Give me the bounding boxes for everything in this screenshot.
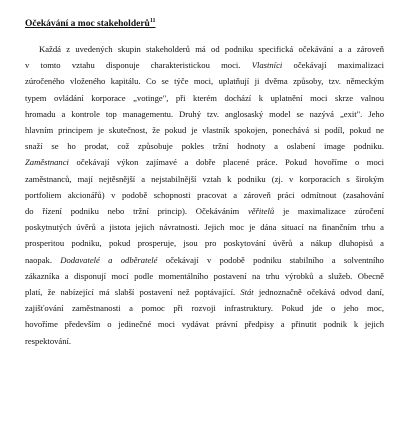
- text-run: prosperitou podniku, pokud prosperuje, jsou pro poskytování úvěrů a nákup dluhopisů a: [25, 238, 384, 249]
- text-run: hovoříme především o jedinečné moci vydávat právní předpisy a přinutit podnik k jejich: [25, 319, 384, 330]
- text-run: hromadu a kontrole top managementu. Druhý tzv. anglosaský model se nazývá „exit". Jeho: [25, 108, 384, 119]
- emphasized-term: věřitelů: [247, 206, 275, 217]
- text-line: [25, 106, 384, 122]
- text-run: poskytnutých úvěrů a jistota jejich návratnosti. Jejich moc je dána situací na finančním trhu a: [25, 222, 384, 233]
- text-run: naopak.: [25, 254, 61, 265]
- section-heading: [25, 18, 384, 30]
- text-line: [25, 219, 384, 235]
- text-line: [25, 268, 384, 284]
- footnote-reference[interactable]: 11: [149, 17, 156, 24]
- text-run: zajišťování zaměstnanosti a pomoc při rozvoji infrastruktury. Pokud jde o jeho moc,: [25, 303, 384, 314]
- emphasized-term: Zaměstnanci: [25, 157, 69, 168]
- section-heading-text: Očekávání a moc stakeholderů: [25, 19, 150, 29]
- text-run: je maximalizace zúročení: [274, 206, 384, 217]
- text-line: [25, 333, 384, 349]
- text-line: [25, 171, 384, 187]
- text-line: [25, 154, 384, 170]
- text-run: očekávají maximalizaci: [282, 60, 384, 71]
- text-run: snaží se ho prodat, což způsobuje pokles tržní hodnoty a oslabení image podniku.: [25, 141, 384, 152]
- text-line: [25, 122, 384, 138]
- emphasized-term: Vlastníci: [251, 60, 283, 71]
- text-run: zaměstnanců, mají nejtěsnější a nejstabilnější vztah k podniku (zj. v korporacích s širokým: [25, 173, 384, 184]
- text-line: [25, 73, 384, 89]
- text-run: do řízení podniku nebo tržní princip). Očekáváním: [25, 206, 248, 217]
- text-run: Každá z uvedených skupin stakeholderů má od podniku specifická očekávání a a zároveň: [39, 44, 384, 54]
- text-line: [25, 138, 384, 154]
- text-line: [25, 284, 384, 300]
- text-line: [25, 203, 384, 219]
- text-line: [25, 90, 384, 106]
- emphasized-term: Dodavatelé a odběratelé: [60, 254, 158, 265]
- body-paragraph: [25, 41, 384, 349]
- text-run: platí, že nabízející má slabší postavení než poptávající.: [25, 287, 241, 298]
- text-line: [25, 187, 384, 203]
- text-line: [25, 57, 384, 73]
- text-run: zákazníka a disponují mocí podle momentálního postavení na trhu výrobků a služeb. Obecně: [25, 270, 384, 281]
- text-line: [25, 252, 384, 268]
- text-run: typem ovládání korporace „votinge", při kterém dochází k uplatnění moci skrze valnou: [25, 92, 384, 103]
- text-line: [25, 41, 384, 57]
- text-run: očekávají výkon zajímavé a dobře placené práce. Pokud hovoříme o moci: [68, 157, 384, 168]
- text-line: [25, 300, 384, 316]
- text-run: očekávají v podobě podniku stabilního a solventního: [157, 254, 384, 265]
- text-run: respektování.: [25, 335, 72, 346]
- text-run: jednoznačně očekává odvod daní,: [253, 287, 384, 298]
- emphasized-term: Stát: [240, 287, 254, 298]
- text-run: hlavním principem je skutečnost, že pokud je vlastník spokojen, ponechává si podíl, pokud ne: [25, 125, 384, 136]
- text-line: [25, 316, 384, 332]
- text-run: v tomto vztahu disponuje charakteristickou moci.: [25, 60, 252, 71]
- text-run: portfoliem akcionářů) v podobě schopnosti pracovat a zároveň práci odmítnout (zasahování: [25, 189, 384, 200]
- text-line: [25, 235, 384, 251]
- text-run: zúročeného vloženého kapitálu. Co se týče moci, uplatňují ji dvěma způsoby, tzv. německým: [25, 76, 384, 87]
